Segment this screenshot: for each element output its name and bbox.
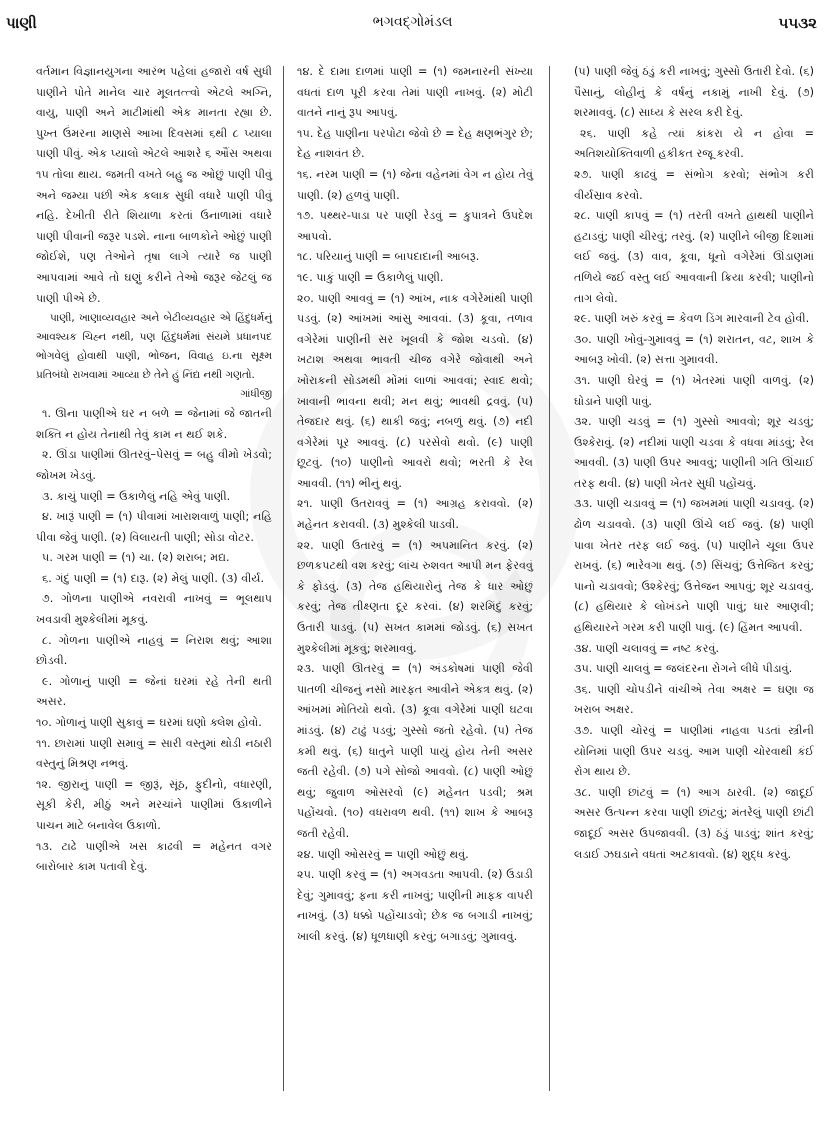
idiom-entry: ૩૨. પાણી ચડવું = (૧) ગુસ્સો આવવો; શૂર ચડવું; ઉશ્કેરાવું. (૨) નદીમાં પાણી ચડવા કે વધવા માંડવું; રેલ આવવી. (૩) પાણી ઉપર આવવું; પાણીની ગતિ ઊંચાઈ તરફ થવી. (૪) પાણી ખેતર સુધી પહોંચવું. xyxy=(574,415,814,490)
idiom-entry: ૪. ખારૂં પાણી = (૧) પીવામાં ખારાશવાળું પાણી; નહિ પીવા જેવું પાણી. (૨) વિલાયતી પાણી; સોડા વોટર. xyxy=(36,510,272,544)
idiom-entry: ૧૭. પથ્થર-પાડા પર પાણી રેડવું = કુપાત્રને ઉપદેશ આપવો. xyxy=(297,209,533,243)
column-1 xyxy=(36,62,272,878)
header-headword: પાણી xyxy=(6,14,37,32)
idiom-entry: ૨૭. પાણી કાઢવું = સંભોગ કરવો; સંભોગ કરી વીર્યસ્રાવ કરવો. xyxy=(574,167,814,202)
idiom-entry: ૧૩. ટાઢે પાણીએ ખસ કાઢવી = મહેનત વગર બારોબાર કામ પતાવી દેવું. xyxy=(36,839,272,874)
idiom-entry: ૨૨. પાણી ઉતારવું = (૧) અપમાનિત કરવું. (૨) છળકપટથી વશ કરવું; લાંચ રુશવત આપી મન ફેરવવું કે ફોડવું. (૩) તેજ હથિયારોનું તેજ કે ધાર ઓછું કરવું; તેજ તીક્ષ્ણતા દૂર કરવાં. (૪) શરમિંદું કરવું; ઉતારી પાડવું. (૫) સખત કામમાં જોડવું. (૬) સખત મુશ્કેલીમાં મૂકવું; શરમાવવું. xyxy=(297,538,533,655)
intro-paragraph: વર્તમાન વિજ્ઞાનયુગના આરંભ પહેલાં હજારો વર્ષ સુધી પાણીને પોતે માનેલ ચાર મૂલતત્ત્વો એટલે અગ્નિ, વાયુ, પાણી અને માટીમાંથી એક માનતા રહ્યા છે. પુખ્ત ઉંમરના માણસે આખા દિવસમાં ૬થી ૮ પ્યાલા પાણી પીવું. એક પ્યાલો એટલે આશરે ૬ ઔંસ અથવા ૧૫ તોલા થાય. જમતી વખતે બહુ જ ઓછું પાણી પીવું અને જમ્યા પછી એક કલાક સુધી વધારે પાણી પીવું નહિ. દેખીતી રીતે શિયાળા કરતાં ઉનાળામાં વધારે પાણી પીવાની જરૂર પડશે. નાના બાળકોને ઓછું પાણી જોઈશે, પણ તેઓને તૃષા લાગે ત્યારે જ પાણી આપવામાં આવે તો ઘણું કરીને તેઓ જરૂર જેટલું જ પાણી પીએ છે. xyxy=(36,65,272,305)
idiom-entry: ૨. ઊંડા પાણીમાં ઊતરવું–પેસવું = બહુ વીમો ખેડવો; જોખમ ખેડવું. xyxy=(36,448,272,482)
idiom-entry: ૧૯. પાકું પાણી = ઉકાળેલું પાણી. xyxy=(297,270,444,284)
page-header xyxy=(0,0,825,40)
idiom-entry: ૧૪. દે દામા દાળમાં પાણી = (૧) જમનારની સંખ્યા વધતાં દાળ પૂરી કરવા તેમાં પાણી નાખવું. (૨) મોટી વાતને નાનું રૂપ આપવું. xyxy=(297,65,533,120)
header-dictionary-title: ભગવદ્ગોમંડલ xyxy=(372,14,453,30)
idiom-entry: ૧૦. ગોળાનું પાણી સુકાવું = ઘરમાં ઘણો ક્લેશ હોવો. xyxy=(36,716,262,730)
idiom-entry: ૧. ઊના પાણીએ ઘર ન બળે = જેનામાં જે જાતની શક્તિ ન હોય તેનાથી તેવું કામ ન થઈ શકે. xyxy=(36,407,272,441)
idiom-entry: ૯. ગોળાનું પાણી = જેનાં ઘરમાં રહે તેની થતી અસર. xyxy=(36,674,272,709)
column-divider-1 xyxy=(283,66,284,1091)
idiom-entry: ૧૫. દેહ પાણીના પરપોટા જેવો છે = દેહ ક્ષણભંગુર છે; દેહ નાશવંત છે. xyxy=(297,126,533,161)
idiom-entry: ૨૯. પાણી ખરું કરવું = કેવળ ડિંગ મારવાની ટેવ હોવી. xyxy=(574,312,810,326)
idiom-entry: ૨૦. પાણી આવવું = (૧) આંખ, નાક વગેરેમાંથી પાણી પડવું. (૨) આંખમાં આંસુ આવવાં. (૩) કૂવા, તળાવ વગેરેમાં પાણીની સર ખૂલવી કે જોશ ચડવો. (૪) ખટાશ અથવા ભાવતી ચીજ વગેરે જોવાથી અને ખોરાકની સોડમથી મોંમાં લાળાં આવવાં; સ્વાદ થવો; ખાવાની ભાવના થવી; મન થવું; ભાવથી દ્રવવું. (૫) તેજદાર થવું. (૬) થાકી જવું; નબળું થવું. (૭) નદી વગેરેમાં પૂર આવવું. (૮) પરસેવો થવો. (૯) પાણી છૂટવું. (૧૦) પાણીનો આવરો થવો; ભરતી કે રેલ આવવી. (૧૧) ભીનું થવું. xyxy=(297,291,533,490)
idiom-entry: ૨૫. પાણી કરવું = (૧) અગવડતા આપવી. (૨) ઉડાડી દેવું; ગુમાવવું; ફના કરી નાખવું; પાણીની માફક વાપરી નાખવું. (૩) ધક્કો પહોંચાડવો; છેક જ બગાડી નાખવું; ખાલી કરવું. (૪) ધૂળધાણી કરવું; બગાડવું; ગુમાવવું. xyxy=(297,868,533,943)
idiom-entry: ૩. કાચું પાણી = ઉકાળેલું નહિ એવું પાણી. xyxy=(42,489,231,503)
header-page-number: ૫૫૩૨ xyxy=(778,14,817,32)
idiom-entry: ૮. ગોળના પાણીએ નાહવું = નિરાશ થવું; આશા છોડવી. xyxy=(36,633,272,668)
idiom-entry: ૭. ગોળના પાણીએ નવરાવી નાખવું = ભૂલથાપ ખવડાવી મુશ્કેલીમાં મૂકવું. xyxy=(36,592,272,627)
idiom-entry: ૩૬. પાણી ચોપડીને વાંચીએ તેવા અક્ષર = ઘણા જ ખરાબ અક્ષર. xyxy=(574,682,814,717)
column-3 xyxy=(574,62,814,865)
column-2 xyxy=(297,62,533,948)
idiom-entry: ૧૬. નરમ પાણી = (૧) જેના વહેનમાં વેગ ન હોય તેવું પાણી. (૨) હળવું પાણી. xyxy=(297,167,533,202)
quote-author: ગાંધીજી xyxy=(240,388,272,401)
idiom-entry: ૩૦. પાણી ખોવું-ગુમાવવું = (૧) શરાતન, વટ, શાખ કે આબરૂ ખોવી. (૨) સત્તા ગુમાવવી. xyxy=(574,332,814,367)
idiom-entry-continuation: (૫) પાણી જેવું ઠંડું કરી નાખવું; ગુસ્સો ઉતારી દેવો. (૬) પૈસાનું, લોહીનું કે વર્ષનું નકામું નાખી દેવું. (૭) શરમાવવું. (૮) સાધ્ય કે સરલ કરી દેવું. xyxy=(574,65,814,120)
idiom-entry: ૨૮. પાણી કાપવું = (૧) તરતી વખતે હાથથી પાણીને હટાડવું; પાણી ચીરવું; તરવું. (૨) પાણીને બીજી દિશામાં લઈ જવું. (૩) વાવ, કૂવા, ધૂનો વગેરેમાં ઊંડાણમાં તળિયે જઈ વસ્તુ લઈ આવવાની ક્રિયા કરવી; પાણીનો તાગ લેવો. xyxy=(574,209,814,305)
idiom-entry: ૨૧. પાણી ઉતરાવવું = (૧) આગ્રહ કરાવવો. (૨) મહેનત કરાવવી. (૩) મુશ્કેલી પાડવી. xyxy=(297,497,533,532)
idiom-entry: ૩૮. પાણી છાંટવું = (૧) આગ ઠારવી. (૨) જાદૂઈ અસર ઉત્પન્ન કરવા પાણી છાંટવું; મંતરેલું પાણી છાંટી જાદૂઈ અસર ઉપજાવવી. (૩) ઠંડું પાડવું; શાંત કરવું; લડાઈ ઝઘડાને વધતાં અટકાવવો. (૪) શુદ્ધ કરવું. xyxy=(574,785,814,861)
idiom-entry: ૨૩. પાણી ઊતરવું = (૧) અંડકોષમાં પાણી જેવી પાતળી ચીજનું નસો મારફત આવીને એકત્ર થવું. (૨) આંખમાં મોતિયો થવો. (૩) કૂવા વગેરેમાં પાણી ઘટવા માંડવું. (૪) ટાઢું પડવું; ગુસ્સો જતો રહેવો. (૫) તેજ કમી થવું. (૬) ધાતુને પાણી પાયું હોય તેની અસર જતી રહેવી. (૭) પગે સોજો આવવો. (૮) પાણી ઓછું થવું; જુવાળ ઓસરવો (૯) મહેનત પડવી; શ્રમ પહોંચવો. (૧૦) વધરાવળ થવી. (૧૧) શાખ કે આબરૂ જતી રહેવી. xyxy=(297,662,533,840)
gandhi-quote: પાણી, ખાણાવ્યવહાર અને બેટીવ્યવહાર એ હિંદુધર્મનું આવશ્યક ચિહ્ન નથી, પણ હિંદુધર્મમાં સંયમે પ્રધાનપદ ભોગવેલું હોવાથી પાણી, ભોજન, વિવાહ ઇ.ના સૂક્ષ્મ પ્રતિબંધો રાખવામાં આવ્યા છે તેને હું નિંદ્ય નથી ગણતો. xyxy=(36,312,272,382)
idiom-entry: ૬. ગંદું પાણી = (૧) દારૂ. (૨) મેલું પાણી. (૩) વીર્ય. xyxy=(42,571,265,585)
idiom-entry: ૧૨. જીરાનું પાણી = જીરૂં, સૂંઠ, ફુદીનો, વધારણી, સૂકી કેરી, મીઠું અને મરચાંને પાણીમાં ઉકાળીને પાચન માટે બનાવેલ ઉકાળો. xyxy=(36,777,272,832)
idiom-entry: ૫. ગરમ પાણી = (૧) ચા. (૨) શરાબ; મદ્ય. xyxy=(42,551,230,565)
idiom-entry: ૨૪. પાણી ઓસરવું = પાણી ઓછું થવું. xyxy=(297,847,469,861)
column-divider-2 xyxy=(549,66,550,1091)
idiom-entry: ૨૬. પાણી કહે ત્યાં કાંકરા યે ન હોવા = અતિશયોક્તિવાળી હકીકત રજૂ કરવી. xyxy=(574,126,814,161)
idiom-entry: ૩૧. પાણી ઘેરવું = (૧) ખેતરમાં પાણી વાળવું. (૨) ઘોડાને પાણી પાવું. xyxy=(574,373,814,408)
idiom-entry: ૩૩. પાણી ચડાવવું = (૧) જખમમાં પાણી ચડાવવું. (૨) ઢોળ ચડાવવો. (૩) પાણી ઊંચે લઈ જવું. (૪) પાણી પાવા ખેતર તરફ લઈ જવું. (૫) પાણીને ચૂલા ઉપર રાખવું. (૬) ભારેવગા થવું. (૭) સિંચવું; ઉત્તેજિત કરવું; પાનો ચડાવવો; ઉશ્કેરવું; ઉત્તેજન આપવું; શૂર ચડાવવું. (૮) હથિયાર કે લોખંડને પાણી પાવું; ધાર આણવી; હથિયારને ગરમ કરી પાણી પાવું. (૯) હિંમત આપવી. xyxy=(574,497,814,635)
idiom-entry: ૧૮. પરિયાનું પાણી = બાપદાદાની આબરૂ. xyxy=(297,250,480,264)
idiom-entry: ૩૭. પાણી ચોરવું = પાણીમાં નાહવા પડતાં સ્ત્રીની યોનિમાં પાણી ઉપર ચડવું. આમ પાણી ચોરવાથી કંઈ રોગ થાય છે. xyxy=(574,724,814,779)
idiom-entry: ૧૧. છારામાં પાણી સમાવું = સારી વસ્તુમાં થોડી નઠારી વસ્તુનું મિશ્રણ નભવું. xyxy=(36,736,272,771)
idiom-entry: ૩૪. પાણી ચલાવવું = નષ્ટ કરવું. xyxy=(574,641,720,655)
idiom-entry: ૩૫. પાણી ચાલવું = જલંદરના રોગને લીધે પીડાવું. xyxy=(574,662,793,676)
